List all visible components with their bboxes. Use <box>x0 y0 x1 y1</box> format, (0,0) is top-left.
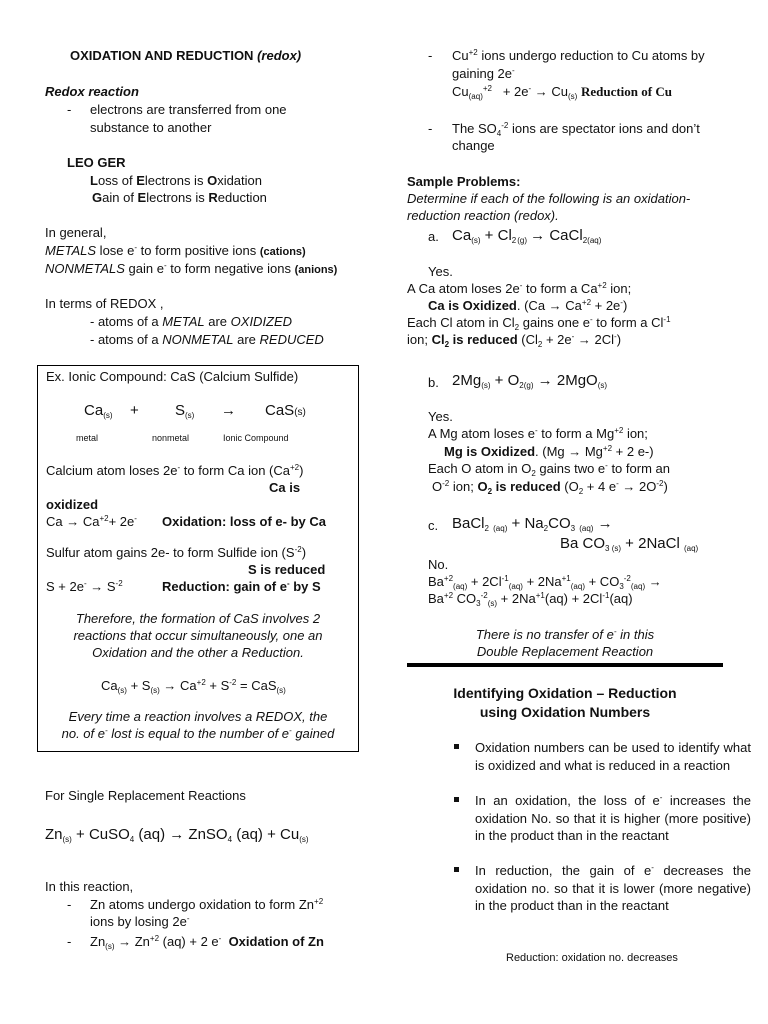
every-time-paragraph: Every time a reaction involves a REDOX, the no. of e- lost is equal to the number of e- gained <box>61 709 335 741</box>
problem-a-equation: $Ca_{(s)} + Cl_{2(g)}$ → CaCl$_{2(aq)}$ <box>452 227 602 245</box>
s-half-reaction: $S + 2e^- \to S^{-2}$ <box>46 579 123 594</box>
cu-reduction-line: gaining 2e- <box>452 66 515 81</box>
dash-marker: - <box>428 121 433 136</box>
spectator-line: The $SO_4^{-2}$ ions are spectator ions and don’t <box>452 121 700 138</box>
ca-is-label: Ca is <box>269 480 301 495</box>
problem-c-label: c. <box>428 518 439 533</box>
reaction-arrow: → <box>221 402 236 419</box>
dash-marker: - <box>67 102 72 117</box>
problem-c-equation-cont: Ba $CO_{3 (s)}$ + 2NaCl $_{(aq)}$ <box>560 535 699 553</box>
section-divider <box>407 663 723 667</box>
answer-b-line: Each O atom in $O_2$ gains two e- to form an <box>428 461 670 478</box>
label-metal: metal <box>76 433 99 443</box>
sample-instructions: reduction reaction (redox). <box>407 208 559 223</box>
answer-yes: Yes. <box>428 409 453 424</box>
oxidized-label: oxidized <box>46 497 99 512</box>
sulfur-gains-line: Sulfur atom gains 2e- to form Sulfide ion $(S^{-2})$ <box>46 545 307 560</box>
label-ionic-compound: Ionic Compound <box>223 433 289 443</box>
answer-b-line: $O^{-2}$ ion; $O_2$ is reduced ($O_2 + 4$ $e^- \to 2O^{-2}$) <box>432 479 668 496</box>
oxidation-loss-label: Oxidation: loss of e- by Ca <box>162 514 326 529</box>
zn-oxidation-line: ions by losing 2e- <box>90 914 190 929</box>
calcium-loses-line: Calcium atom loses 2e- to form Ca ion $(Ca^{+2})$ <box>46 463 304 478</box>
general-intro: In general, <box>45 225 107 240</box>
answer-yes: Yes. <box>428 264 453 279</box>
problem-c-equation: BaCl$_2$ $_{(aq)} + Na_2CO_3$ $_{(aq)}$ → <box>452 515 613 533</box>
problem-b-label: b. <box>428 375 439 390</box>
s-reduced-label: S is reduced <box>248 562 326 577</box>
ca-half-reaction: $Ca \to Ca^{+2}+ 2e^-$ <box>46 514 137 529</box>
problem-b-equation: $2Mg_{(s)} + O_{2(g)} \to 2MgO_{(s)}$ <box>452 372 608 390</box>
sample-problems-heading: Sample Problems: <box>407 174 521 189</box>
leo-mnemonic: Loss of Electrons is Oxidation <box>90 173 262 188</box>
cu-half-reaction: $Cu_{(aq)}^{+2}$ + $2e^- \to Cu_{(s)}$ Reduction of Cu <box>452 84 672 101</box>
cu-reduction-line: $Cu^{+2}$ ions undergo reduction to Cu atoms by <box>452 48 705 63</box>
cas-product: CaS(s) <box>265 402 306 419</box>
plus-sign: + <box>130 402 139 419</box>
leo-ger-heading: LEO GER <box>67 155 126 170</box>
dash-marker: - <box>428 48 433 63</box>
ger-mnemonic: Gain of Electrons is Reduction <box>92 190 267 205</box>
example-title: Ex. Ionic Compound: CaS (Calcium Sulfide) <box>46 369 299 384</box>
example-box <box>37 365 359 752</box>
answer-no: No. <box>428 557 449 572</box>
answer-b-line: A Mg atom loses e- to form a $Mg^{+2}$ ion; <box>428 426 648 441</box>
answer-a-line: ion; $Cl_2$ is reduced $(Cl_2 + 2e^- \to 2Cl^-)$ <box>407 332 622 349</box>
answer-a-line: A Ca atom loses 2e- to form a $Ca^{+2}$ ion; <box>407 281 632 296</box>
dash-marker: - <box>67 934 72 949</box>
answer-b-line: Mg is Oxidized. ($Mg \to Mg^{+2} + 2$ e-) <box>444 444 654 459</box>
spectator-line: change <box>452 138 495 153</box>
no-transfer-note: There is no transfer of e- in this Double Replacement Reaction <box>475 627 655 659</box>
therefore-paragraph: Therefore, the formation of CaS involves 2 reactions that occur simultaneously, one an Oxidation and the other a Reduction. <box>73 611 323 660</box>
redox-definition-line: substance to another <box>90 120 212 135</box>
page-title: OXIDATION AND REDUCTION (redox) <box>70 48 302 63</box>
answer-a-line: Each Cl atom in $Cl_2$ gains one e- to form a $Cl^{-1}$ <box>407 315 671 332</box>
metal-oxidized-line: - atoms of a METAL are OXIDIZED <box>90 314 293 329</box>
dash-marker: - <box>67 897 72 912</box>
nonmetals-line: NONMETALS gain e- to form negative ions (anions) <box>45 261 338 276</box>
label-nonmetal: nonmetal <box>152 433 190 443</box>
bullet-text: Oxidation numbers can be used to identify what is oxidized and what is reduced in a reaction <box>475 740 751 773</box>
answer-a-line: Ca is Oxidized. $(Ca \to Ca^{+2} + 2e^-)$ <box>428 298 628 313</box>
reduction-gain-label: Reduction: gain of e- by S <box>162 579 321 594</box>
combined-equation: $Ca_{(s)} + S_{(s)} \to Ca^{+2} + S^{-2} = CaS_{(s)}$ <box>101 678 286 695</box>
single-replacement-heading: For Single Replacement Reactions <box>45 788 246 803</box>
bullet-marker <box>452 794 460 802</box>
bullet-marker <box>452 741 460 749</box>
zn-cuso4-equation: $Zn_{(s)}$ + CuSO$_4$ (aq) → ZnSO$_4$ $(aq) + Cu_{(s)}$ <box>45 826 309 844</box>
bullet-text: In reduction, the gain of e- decreases the oxidation no. so that it is lower (more negative) in the product than in the reactant <box>475 863 751 913</box>
bullet-marker <box>452 864 460 872</box>
footer-note: Reduction: oxidation no. decreases <box>506 952 678 964</box>
nonmetal-reduced-line: - atoms of a NONMETAL are REDUCED <box>90 332 324 347</box>
cas-equation: $Ca_{(s)}$ <box>84 402 113 420</box>
section-title: Identifying Oxidation – Reduction using Oxidation Numbers <box>453 685 677 720</box>
redox-definition-line: electrons are transferred from one <box>90 102 287 117</box>
redox-terms: In terms of REDOX , <box>45 296 164 311</box>
problem-a-label: a. <box>428 229 439 244</box>
zn-half-reaction: $Zn_{(s)} \to Zn^{+2}$ (aq) + 2 e- Oxidation of Zn <box>90 934 324 951</box>
redox-heading: Redox reaction <box>45 84 139 99</box>
ionic-equation-line: $Ba^{+2}_{(aq)} + 2Cl^{-1}_{(aq)} + 2Na^{+1}_{(aq)} + CO_3^{-2}_{(aq)}$ → <box>428 574 662 591</box>
in-this-reaction: In this reaction, <box>45 879 134 894</box>
zn-oxidation-line: Zn atoms undergo oxidation to form $Zn^{+2}$ <box>90 897 324 912</box>
sulfur-reactant: $S_{(s)}$ <box>175 402 195 420</box>
metals-line: METALS lose e- to form positive ions (cations) <box>45 243 306 258</box>
bullet-text: In an oxidation, the loss of e- increases the oxidation No. so that it is higher (more positive) in the product than in the reactant <box>475 793 751 843</box>
sample-instructions: Determine if each of the following is an oxidation- <box>407 191 691 206</box>
ionic-equation-line: $Ba^{+2}$ $CO_3^{-2}_{(s)} + 2Na^{+1}(aq) + 2Cl^{-1}(aq)$ <box>428 591 633 608</box>
